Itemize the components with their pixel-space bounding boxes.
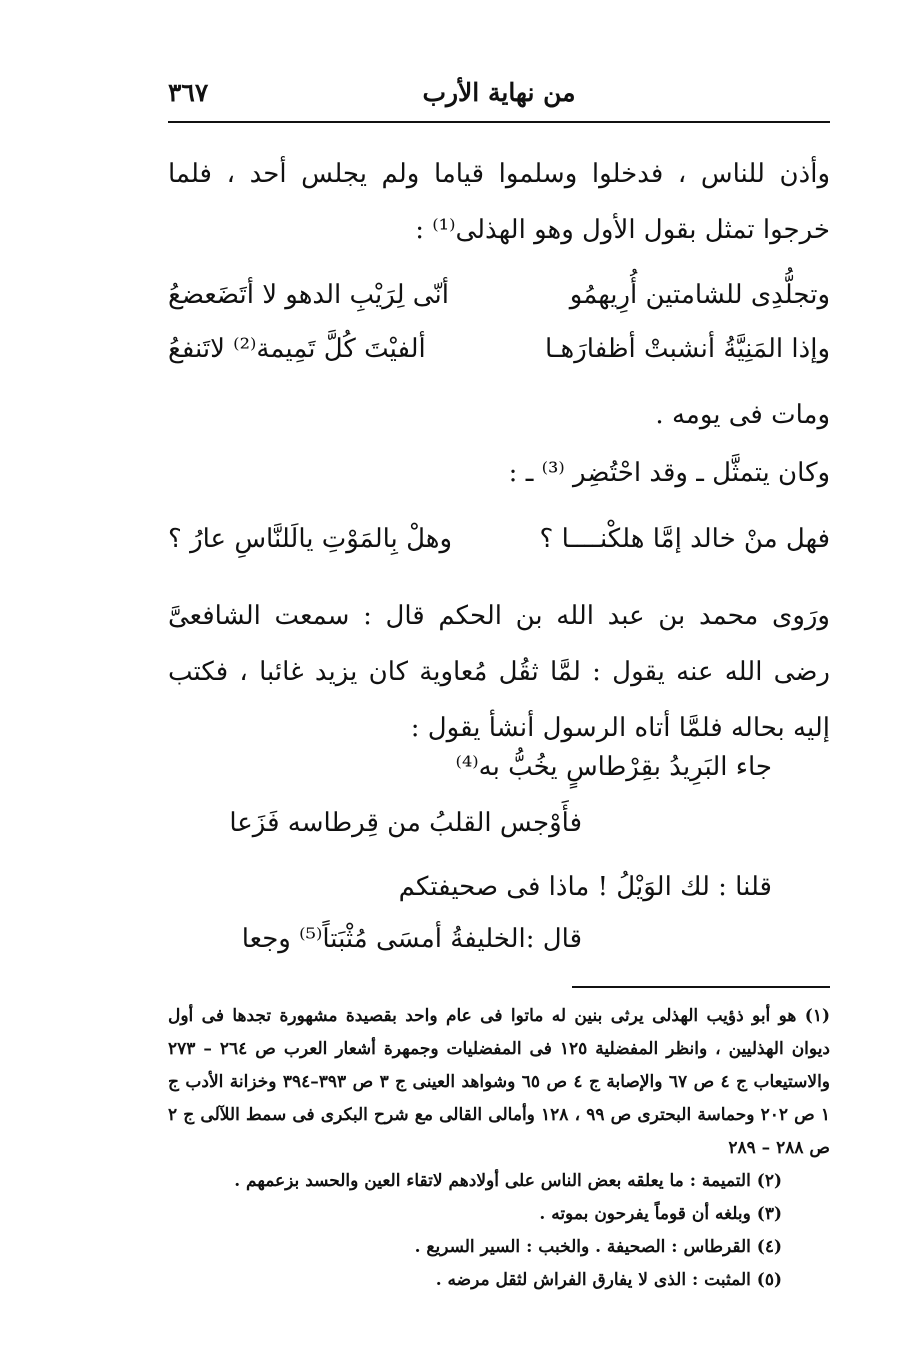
poem-line-3: قلنا : لك الوَيْلُ ! ماذا فى صحيفتكم: [398, 872, 772, 902]
footnote-2: (٢) التميمة : ما يعلقه بعض الناس على أولادهم لاتقاء العين والحسد بزعمهم .: [234, 1171, 782, 1191]
verse-3-first-hemistich: فهل منْ خالد إمَّا هلكْنــــا ؟: [539, 524, 830, 554]
verse-2-second-hemistich: ألفيْتَ كُلَّ تَمِيمة⁽²⁾ لاتَنفعُ: [168, 334, 426, 364]
paragraph-narration: ورَوى محمد بن عبد الله بن الحكم قال : سمعت الشافعىَّ رضى الله عنه يقول : لمَّا ثقُل مُعاوية كان يزيد غائبا ، فكتب إليه بحاله فلمَّا أتاه الرسول أنشأ يقول :: [168, 601, 830, 743]
verse-2-first-hemistich: وإذا المَنِيَّةُ أنشبتْ أظفارَهـا: [544, 334, 830, 364]
quote-intro: وكان يتمثَّل ـ وقد احْتُضِر ⁽³⁾ ـ :: [508, 458, 830, 488]
verse-line-2: [168, 334, 830, 386]
running-title: من نهاية الأرب: [422, 78, 576, 107]
poem-line-2: فأَوْجس القلبُ من قِرطاسه فَزَعا: [229, 808, 582, 838]
footnote-1: (١) هو أبو ذؤيب الهذلى يرثى بنين له ماتوا فى عام واحد بقصيدة مشهورة تجدها فى أول ديوان الهذليين ، وانظر المفضلية ١٢٥ فى المفضليات وجمهرة أشعار العرب ص ٢٦٤ – ٢٧٣ والاستيعاب ج ٤ ص ٦٧ والإصابة ج ٤ ص ٦٥ وشواهد العينى ج ٣ ص ٣٩٣–٣٩٤ وخزانة الأدب ج ١ ص ٢٠٢ وحماسة البحترى ص ٩٩ ، ١٢٨ وأمالى القالى مع شرح البكرى فى سمط اللآلى ج ٢ ص ٢٨٨ – ٢٨٩: [168, 1006, 831, 1158]
verse-1-second-hemistich: أنّى لِرَيْبِ الدهو لا أتَضَعضعُ: [168, 280, 449, 310]
header-divider: [168, 121, 830, 123]
verse-3-second-hemistich: وهلْ بِالمَوْتِ يالَلنَّاسِ عارُ ؟: [168, 524, 453, 554]
poem-line-1: جاء البَرِيدُ بقِرْطاسٍ يخُبُّ به⁽⁴⁾: [455, 752, 772, 782]
footnotes: [168, 1000, 830, 1297]
footnote-3: (٣) وبلغه أن قوماً يفرحون بموته .: [539, 1204, 782, 1224]
footnote-divider: [572, 986, 830, 988]
footnote-5: (٥) المثبت : الذى لا يفارق الفراش لثقل مرضه .: [435, 1270, 782, 1290]
page-header: [168, 72, 830, 118]
poem-line-4: قال :الخليفةُ أمسَى مُثْبَتاً⁽⁵⁾ وجعا: [241, 924, 582, 954]
paragraph-intro: وأذن للناس ، فدخلوا وسلموا قياما ولم يجلس أحد ، فلما خرجوا تمثل بقول الأول وهو الهذلى⁽¹⁾ :: [168, 159, 830, 245]
page-number: ٣٦٧: [168, 78, 209, 107]
footnote-4: (٤) القرطاس : الصحيفة . والخبب : السير السريع .: [414, 1237, 782, 1257]
verse-line-3: [168, 524, 830, 576]
verse-line-1: [168, 280, 830, 332]
verse-1-first-hemistich: وتجلُّدِى للشامتين أُرِيهمُو: [569, 280, 830, 310]
death-sentence: ومات فى يومه .: [655, 400, 830, 430]
